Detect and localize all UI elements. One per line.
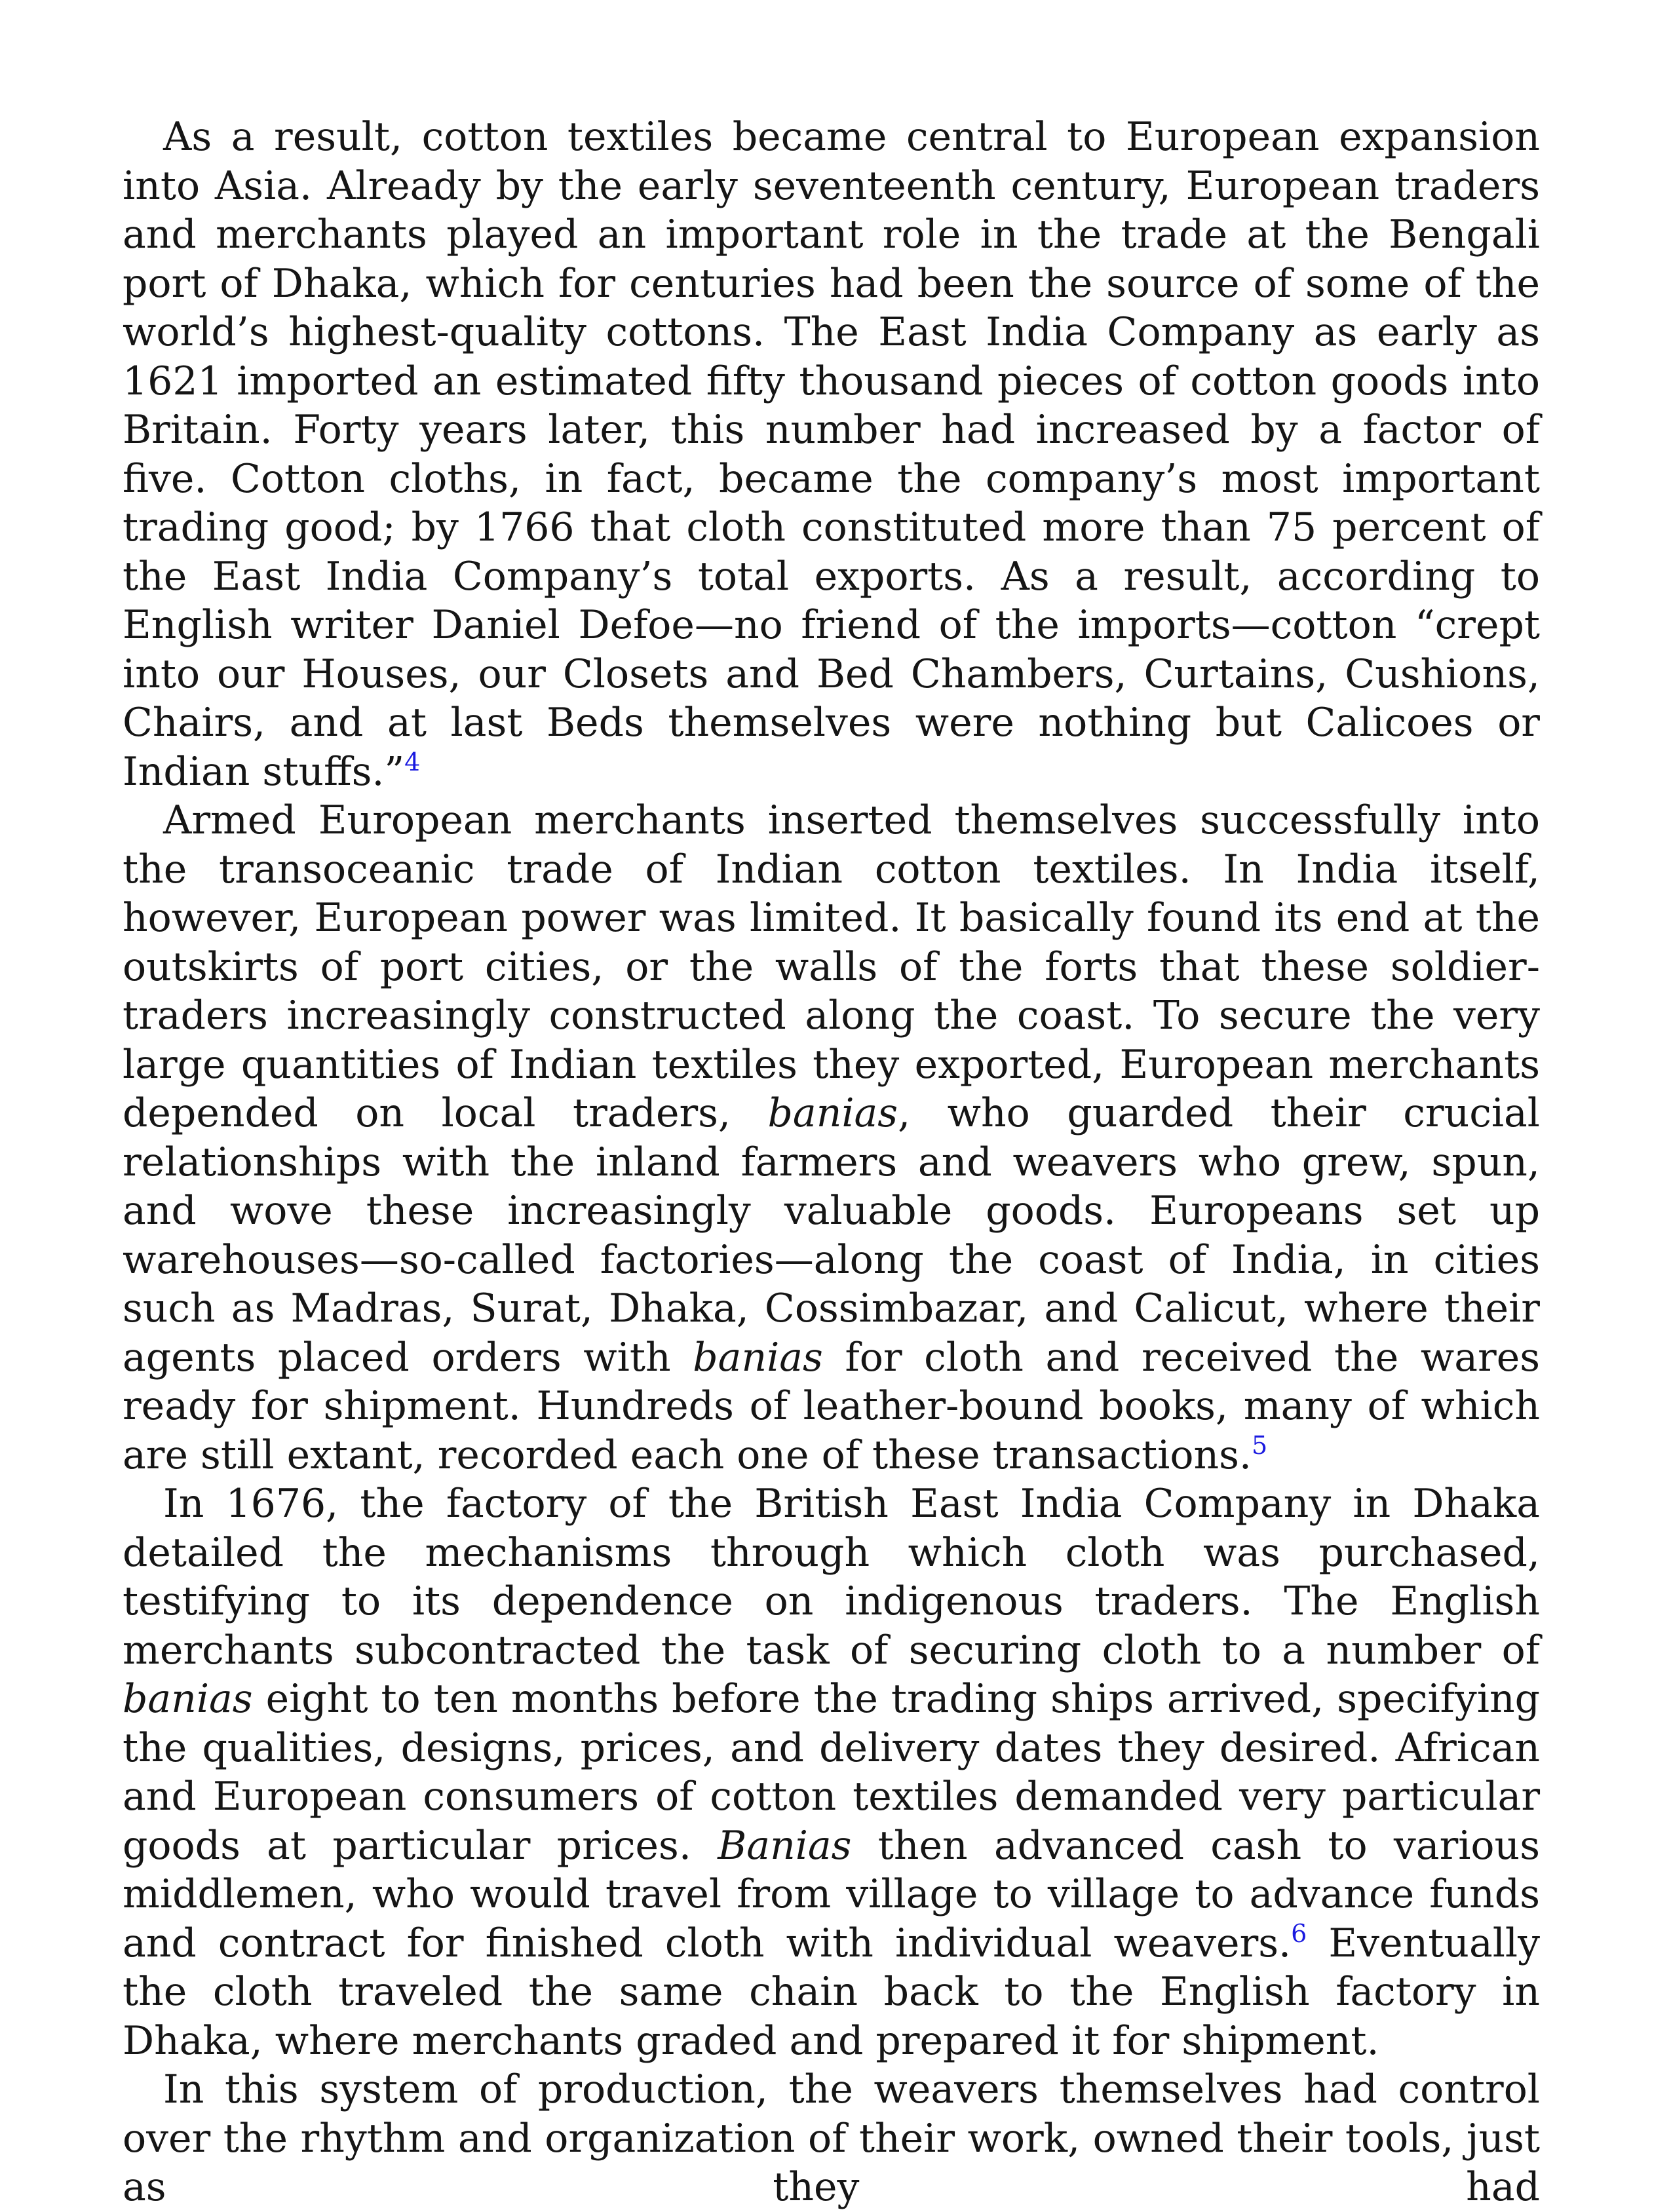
text-run: Eventually the cloth traveled the same chain back to the English factory in Dhaka, where merchants graded and prepared it for shipment.	[123, 1920, 1540, 2064]
text-run: then advanced cash to various middlemen, who would travel from village to village to advance funds and contract for finished cloth with individual weavers.	[123, 1822, 1540, 1966]
italic-term: banias	[767, 1090, 898, 1136]
text-run: eight to ten months before the trading ships arrived, specifying the qualities, designs, prices, and delivery dates they desired. African and European consumers of cotton textiles demanded very particular goods at particular prices.	[123, 1676, 1540, 1869]
text-run: , who guarded their crucial relationships with the inland farmers and weavers who grew, spun, and wove these increasingly valuable goods. Europeans set up warehouses—so-called factories—along the coast of India, in cities such as Madras, Surat, Dhaka, Cossimbazar, and Calicut, where their agents placed orders with	[123, 1090, 1540, 1381]
italic-term: banias	[123, 1676, 253, 1722]
footnote-marker[interactable]: 5	[1251, 1430, 1268, 1460]
paragraph	[123, 796, 1540, 1479]
text-run: In this system of production, the weavers themselves had control over the rhythm and organization of their work, owned their tools, just as they had	[123, 2067, 1540, 2210]
paragraph	[123, 1479, 1540, 2065]
footnote-marker[interactable]: 6	[1291, 1918, 1307, 1948]
text-run: As a result, cotton textiles became central to European expansion into Asia. Already by the early seventeenth century, European traders and merchants played an important role in the trade at the Bengali port of Dhaka, which for centuries had been the source of some of the world’s highest-quality cottons. The East India Company as early as 1621 imported an estimated fifty thousand pieces of cotton goods into Britain. Forty years later, this number had increased by a factor of five. Cotton cloths, in fact, became the company’s most important trading good; by 1766 that cloth constituted more than 75 percent of the East India Company’s total exports. As a result, according to English writer Daniel Defoe—no friend of the imports—cotton “crept into our Houses, our Closets and Bed Chambers, Curtains, Cushions, Chairs, and at last Beds themselves were nothing but Calicoes or Indian stuffs.”	[123, 114, 1540, 795]
text-run: In 1676, the factory of the British East India Company in Dhaka detailed the mechanisms through which cloth was purchased, testifying to its dependence on indigenous traders. The English merchants subcontracted the task of securing cloth to a number of	[123, 1481, 1540, 1673]
page-text	[123, 113, 1540, 2212]
italic-term: Banias	[718, 1822, 852, 1869]
paragraph	[123, 113, 1540, 796]
paragraph-last	[123, 2065, 1540, 2212]
text-run: for cloth and received the wares ready for shipment. Hundreds of leather-bound books, many of which are still extant, recorded each one of these transactions.	[123, 1334, 1540, 1478]
text-run: Armed European merchants inserted themselves successfully into the transoceanic trade of Indian cotton textiles. In India itself, however, European power was limited. It basically found its end at the outskirts of port cities, or the walls of the forts that these soldier-traders increasingly constructed along the coast. To secure the very large quantities of Indian textiles they exported, European merchants depended on local traders,	[123, 797, 1540, 1136]
footnote-marker[interactable]: 4	[404, 747, 421, 776]
italic-term: banias	[693, 1334, 823, 1381]
